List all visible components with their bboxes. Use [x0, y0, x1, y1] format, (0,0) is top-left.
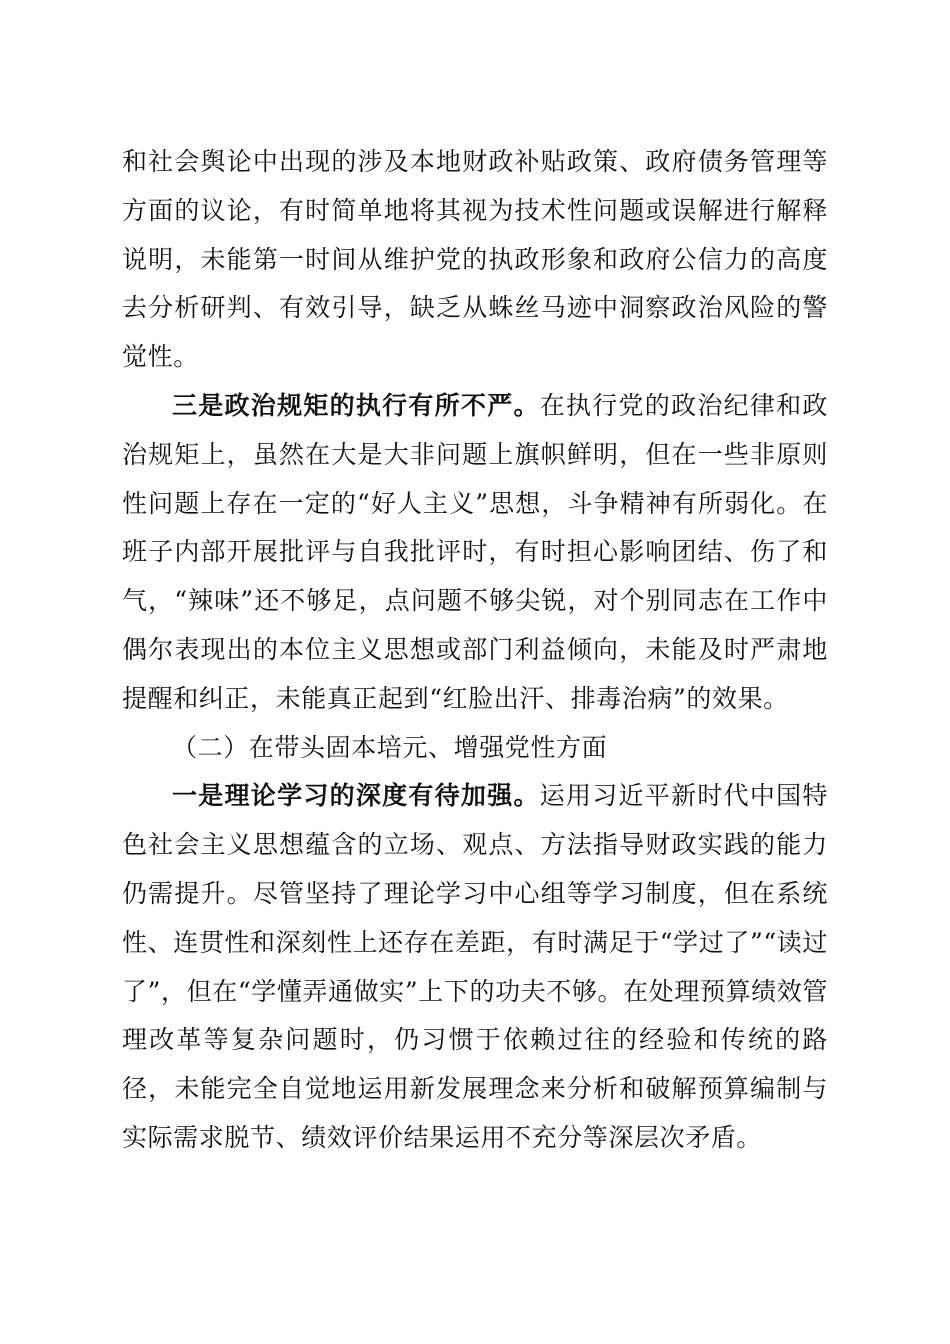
paragraph-political-rules	[122, 382, 828, 724]
paragraph-text: 和社会舆论中出现的涉及本地财政补贴政策、政府债务管理等方面的议论，有时简单地将其视为技术性问题或误解进行解释说明，未能第一时间从维护党的执政形象和政府公信力的高度去分析研判、有效引导，缺乏从蛛丝马迹中洞察政治风险的警觉性。	[122, 147, 828, 372]
section-heading: （二）在带头固本培元、增强党性方面	[172, 732, 608, 762]
paragraph-text: 运用习近平新时代中国特色社会主义思想蕴含的立场、观点、方法指导财政实践的能力仍需提升。尽管坚持了理论学习中心组等学习制度，但在系统性、连贯性和深刻性上还存在差距，有时满足于“学过了”“读过了”，但在“学懂弄通做实”上下的功夫不够。在处理预算绩效管理改革等复杂问题时，仍习惯于依赖过往的经验和传统的路径，未能完全自觉地运用新发展理念来分析和破解预算编制与实际需求脱节、绩效评价结果运用不充分等深层次矛盾。	[122, 781, 828, 1152]
paragraph-theory-study	[122, 772, 828, 1162]
paragraph-continuation	[122, 138, 828, 382]
document-page	[122, 138, 828, 1163]
paragraph-text: 在执行党的政治纪律和政治规矩上，虽然在大是大非问题上旗帜鲜明，但在一些非原则性问题上存在一定的“好人主义”思想，斗争精神有所弱化。在班子内部开展批评与自我批评时，有时担心影响团结、伤了和气，“辣味”还不够足，点问题不够尖锐，对个别同志在工作中偶尔表现出的本位主义思想或部门利益倾向，未能及时严肃地提醒和纠正，未能真正起到“红脸出汗、排毒治病”的效果。	[122, 390, 828, 713]
paragraph-lead-sentence: 一是理论学习的深度有待加强。	[172, 781, 540, 811]
paragraph-lead-sentence: 三是政治规矩的执行有所不严。	[172, 390, 540, 420]
